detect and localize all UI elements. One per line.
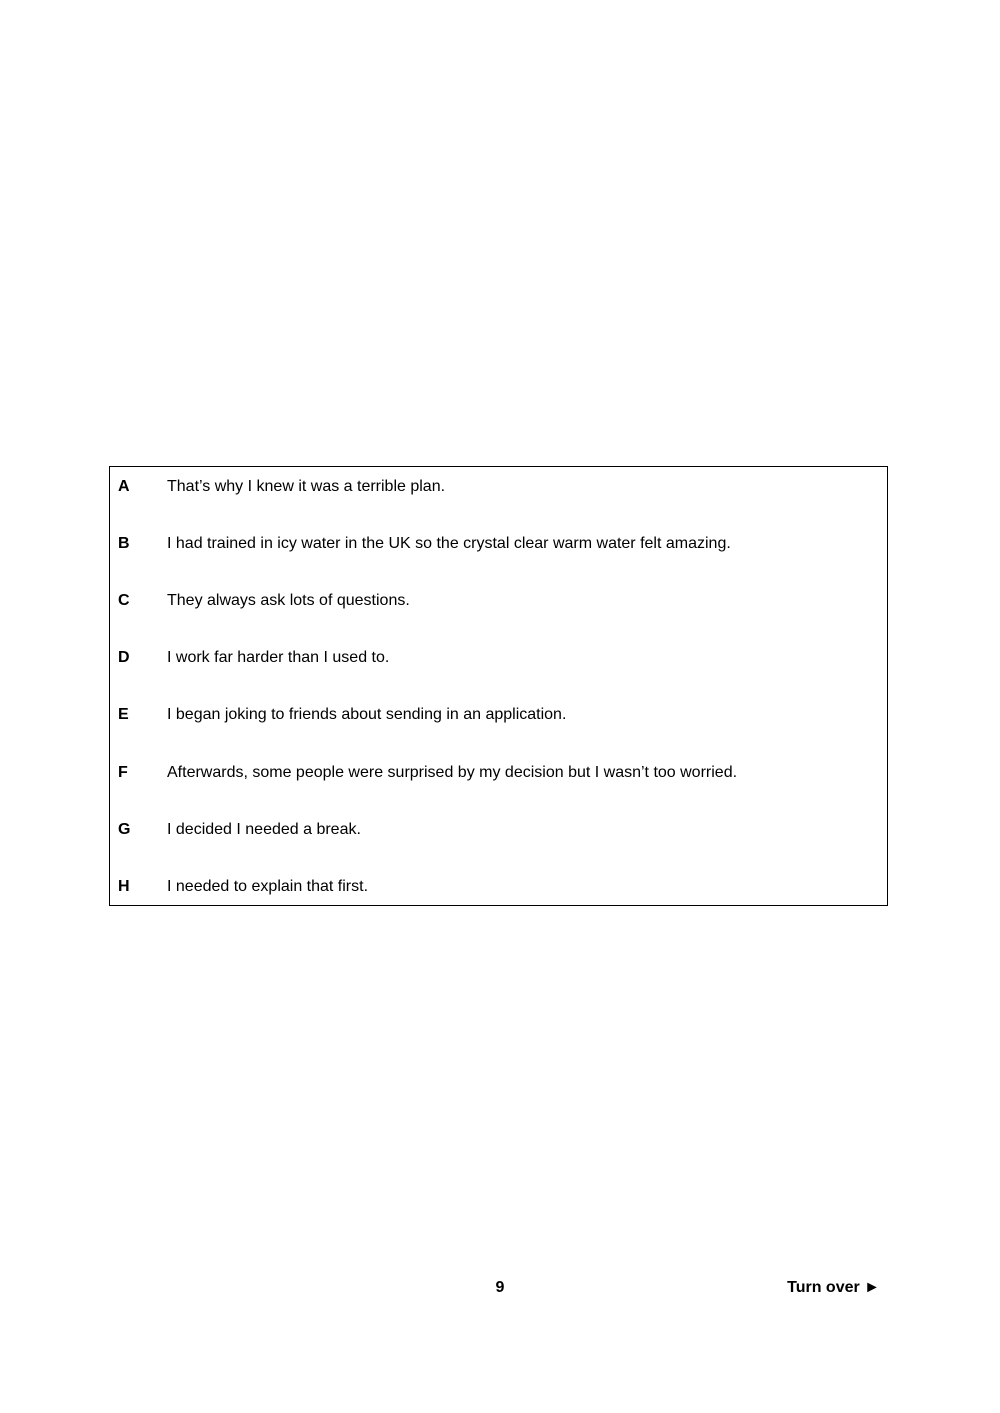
option-row-f	[110, 761, 887, 785]
option-text: I needed to explain that first.	[167, 878, 369, 895]
option-letter: F	[118, 764, 128, 781]
option-letter: B	[118, 535, 130, 552]
option-letter: A	[118, 478, 130, 495]
option-row-c	[110, 589, 887, 613]
option-row-d	[110, 646, 887, 670]
option-row-g	[110, 818, 887, 842]
option-text: They always ask lots of questions.	[167, 592, 410, 609]
answer-options-box	[109, 466, 888, 906]
option-row-h	[110, 875, 887, 899]
option-text: Afterwards, some people were surprised by my decision but I wasn’t too worried.	[167, 764, 738, 781]
turn-over-label: Turn over ►	[787, 1279, 880, 1296]
page-number: 9	[495, 1279, 505, 1296]
option-letter: G	[118, 821, 131, 838]
option-text: I began joking to friends about sending in an application.	[167, 706, 567, 723]
option-letter: H	[118, 878, 130, 895]
option-row-b	[110, 532, 887, 556]
option-letter: C	[118, 592, 130, 609]
option-text: That’s why I knew it was a terrible plan.	[167, 478, 446, 495]
option-text: I work far harder than I used to.	[167, 649, 390, 666]
option-letter: D	[118, 649, 130, 666]
option-row-e	[110, 703, 887, 727]
option-text: I decided I needed a break.	[167, 821, 361, 838]
option-row-a	[110, 475, 887, 499]
option-text: I had trained in icy water in the UK so the crystal clear warm water felt amazing.	[167, 535, 731, 552]
option-letter: E	[118, 706, 129, 723]
